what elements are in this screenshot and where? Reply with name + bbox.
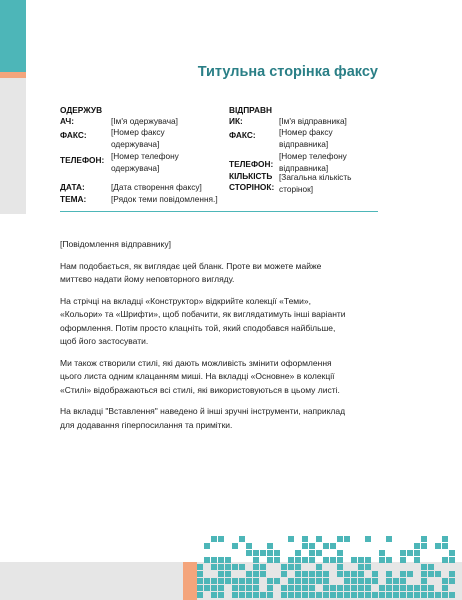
pixel-square <box>316 578 322 584</box>
pixel-square <box>421 578 427 584</box>
pixel-square <box>274 557 280 563</box>
pixel-square <box>239 585 245 591</box>
recipient-date-value[interactable]: [Дата створення факсу] <box>111 182 202 192</box>
pixel-square <box>337 557 343 563</box>
pixel-square <box>267 585 273 591</box>
pixel-square <box>267 557 273 563</box>
pixel-square <box>218 585 224 591</box>
pixel-square <box>232 592 238 598</box>
pixel-square <box>358 571 364 577</box>
recipient-fax-label: ФАКС: <box>60 130 87 140</box>
pixel-square <box>337 585 343 591</box>
pixel-square <box>309 543 315 549</box>
pixel-square <box>302 585 308 591</box>
pixel-square <box>288 592 294 598</box>
pixel-square <box>351 592 357 598</box>
side-orange-stripe <box>0 72 26 78</box>
recipient-name[interactable]: [Ім'я одержувача] <box>111 116 178 126</box>
pixel-square <box>204 557 210 563</box>
pixel-square <box>232 578 238 584</box>
pixel-square <box>316 592 322 598</box>
pixel-square <box>239 578 245 584</box>
pixel-square <box>204 578 210 584</box>
sender-phone-value[interactable]: [Номер телефону відправника] <box>279 151 347 173</box>
pixel-square <box>407 571 413 577</box>
footer-orange-stripe <box>183 562 197 600</box>
pixel-square <box>442 585 448 591</box>
pixel-square <box>239 536 245 542</box>
pixel-square <box>323 578 329 584</box>
pixel-square <box>218 578 224 584</box>
page-title: Титульна сторінка факсу <box>197 64 378 80</box>
pixel-square <box>323 543 329 549</box>
pixel-square <box>400 571 406 577</box>
pixel-square <box>435 592 441 598</box>
pixel-square <box>358 557 364 563</box>
sender-pages-label-2: СТОРІНОК: <box>229 182 275 192</box>
pixel-square <box>246 578 252 584</box>
pixel-square <box>225 571 231 577</box>
pixel-square <box>393 585 399 591</box>
pixel-square <box>386 536 392 542</box>
pixel-square <box>239 592 245 598</box>
pixel-square <box>302 592 308 598</box>
pixel-square <box>260 592 266 598</box>
pixel-square <box>344 578 350 584</box>
pixel-square <box>337 592 343 598</box>
pixel-square <box>400 578 406 584</box>
recipient-subject-value[interactable]: [Рядок теми повідомлення.] <box>111 194 218 204</box>
pixel-square <box>225 578 231 584</box>
pixel-square <box>316 550 322 556</box>
pixel-square <box>253 585 259 591</box>
pixel-square <box>267 592 273 598</box>
pixel-square <box>351 585 357 591</box>
pixel-square <box>344 585 350 591</box>
pixel-square <box>449 571 455 577</box>
pixel-square <box>253 578 259 584</box>
pixel-square <box>211 585 217 591</box>
pixel-square <box>358 585 364 591</box>
pixel-square <box>344 592 350 598</box>
pixel-square <box>449 578 455 584</box>
pixel-square <box>302 536 308 542</box>
pixel-square <box>204 585 210 591</box>
sender-heading-1: ВІДПРАВН <box>229 105 272 115</box>
pixel-square <box>309 550 315 556</box>
pixel-square <box>414 585 420 591</box>
pixel-square <box>337 564 343 570</box>
pixel-square <box>442 536 448 542</box>
pixel-square <box>372 571 378 577</box>
sender-fax-value[interactable]: [Номер факсу відправника] <box>279 127 333 149</box>
pixel-square <box>218 571 224 577</box>
sender-phone-label: ТЕЛЕФОН: <box>229 159 274 169</box>
message-paragraph-3: Ми також створили стилі, які дають можливість змінити оформлення цього листа одним клацанням миші. На вкладці «Основне» в колекції «Стилі» відображаються всі стилі, які використовуються в цьому листі. <box>60 357 340 395</box>
pixel-square <box>449 557 455 563</box>
message-placeholder[interactable]: [Повідомлення відправнику] <box>60 239 171 249</box>
recipient-phone-value[interactable]: [Номер телефону одержувача] <box>111 151 179 173</box>
pixel-square <box>344 536 350 542</box>
pixel-square <box>330 585 336 591</box>
pixel-square <box>267 578 273 584</box>
pixel-square <box>351 571 357 577</box>
pixel-square <box>386 557 392 563</box>
pixel-square <box>358 578 364 584</box>
pixel-square <box>281 592 287 598</box>
pixel-square <box>442 592 448 598</box>
pixel-square <box>428 564 434 570</box>
pixel-square <box>365 536 371 542</box>
pixel-square <box>365 564 371 570</box>
pixel-square <box>407 550 413 556</box>
pixel-square <box>218 564 224 570</box>
pixel-square <box>211 592 217 598</box>
pixel-square <box>295 578 301 584</box>
pixel-square <box>358 564 364 570</box>
recipient-block <box>60 104 220 204</box>
pixel-square <box>386 578 392 584</box>
pixel-square <box>295 571 301 577</box>
pixel-square <box>372 592 378 598</box>
footer-pixel-pattern <box>197 532 462 600</box>
pixel-square <box>274 578 280 584</box>
pixel-square <box>232 585 238 591</box>
pixel-square <box>421 585 427 591</box>
pixel-square <box>358 592 364 598</box>
pixel-square <box>316 564 322 570</box>
pixel-square <box>407 592 413 598</box>
pixel-square <box>365 557 371 563</box>
pixel-square <box>316 571 322 577</box>
pixel-square <box>281 564 287 570</box>
pixel-square <box>295 585 301 591</box>
pixel-square <box>365 578 371 584</box>
pixel-square <box>309 585 315 591</box>
pixel-square <box>309 578 315 584</box>
pixel-square <box>267 550 273 556</box>
pixel-square <box>386 571 392 577</box>
pixel-square <box>428 592 434 598</box>
pixel-square <box>309 592 315 598</box>
pixel-square <box>400 557 406 563</box>
pixel-square <box>288 557 294 563</box>
pixel-square <box>288 578 294 584</box>
pixel-square <box>281 585 287 591</box>
pixel-square <box>295 592 301 598</box>
pixel-square <box>260 550 266 556</box>
header-divider <box>60 211 378 212</box>
pixel-square <box>316 536 322 542</box>
pixel-square <box>295 557 301 563</box>
side-teal-block <box>0 0 26 72</box>
pixel-square <box>246 585 252 591</box>
pixel-square <box>351 557 357 563</box>
pixel-square <box>295 564 301 570</box>
pixel-square <box>218 557 224 563</box>
message-paragraph-4: На вкладці "Вставлення" наведено й інші зручні інструменти, наприклад для додавання гіперпосилання та примітки. <box>60 406 346 430</box>
pixel-square <box>211 564 217 570</box>
pixel-square <box>309 571 315 577</box>
recipient-phone-label: ТЕЛЕФОН: <box>60 155 105 165</box>
pixel-square <box>435 571 441 577</box>
pixel-square <box>302 557 308 563</box>
pixel-square <box>386 585 392 591</box>
pixel-square <box>211 578 217 584</box>
pixel-square <box>309 557 315 563</box>
pixel-square <box>197 564 203 570</box>
pixel-square <box>330 592 336 598</box>
pixel-square <box>295 550 301 556</box>
pixel-square <box>414 557 420 563</box>
sender-fax-label: ФАКС: <box>229 130 256 140</box>
pixel-square <box>421 543 427 549</box>
pixel-square <box>197 592 203 598</box>
sender-pages-label-1: КІЛЬКІСТЬ <box>229 171 273 181</box>
pixel-square <box>428 585 434 591</box>
pixel-square <box>288 585 294 591</box>
sender-heading-2: ИК: <box>229 116 243 126</box>
pixel-square <box>197 578 203 584</box>
pixel-square <box>365 592 371 598</box>
pixel-square <box>393 592 399 598</box>
pixel-square <box>421 592 427 598</box>
pixel-square <box>442 557 448 563</box>
pixel-square <box>260 564 266 570</box>
pixel-square <box>246 543 252 549</box>
pixel-square <box>323 557 329 563</box>
pixel-square <box>393 578 399 584</box>
pixel-square <box>288 564 294 570</box>
pixel-square <box>323 571 329 577</box>
recipient-heading-1: ОДЕРЖУВ <box>60 105 103 115</box>
pixel-square <box>400 550 406 556</box>
message-paragraph-1: Нам подобається, як виглядає цей бланк. Проте ви можете майже миттєво надати йому неповторного вигляду. <box>60 260 322 284</box>
pixel-square <box>225 557 231 563</box>
pixel-square <box>379 550 385 556</box>
pixel-square <box>253 571 259 577</box>
sender-block <box>229 104 379 204</box>
recipient-subject-label: ТЕМА: <box>60 194 87 204</box>
pixel-square <box>197 585 203 591</box>
pixel-square <box>400 585 406 591</box>
pixel-square <box>232 564 238 570</box>
pixel-square <box>337 550 343 556</box>
message-paragraph-2: На стрічці на вкладці «Конструктор» відкрийте колекції «Теми», «Кольори» та «Шрифти», щоб побачити, як виглядатимуть інші варіанти оформлення. Потім просто клацніть той, який сподобався найбільше, щоб його застосувати. <box>60 295 346 346</box>
pixel-square <box>365 585 371 591</box>
pixel-square <box>232 543 238 549</box>
pixel-square <box>414 592 420 598</box>
pixel-square <box>414 550 420 556</box>
pixel-square <box>260 571 266 577</box>
pixel-square <box>302 578 308 584</box>
pixel-square <box>253 550 259 556</box>
pixel-square <box>442 578 448 584</box>
pixel-square <box>379 557 385 563</box>
pixel-square <box>379 592 385 598</box>
pixel-square <box>267 543 273 549</box>
pixel-square <box>281 571 287 577</box>
sender-pages-value[interactable]: [Загальна кількість сторінок] <box>279 172 352 194</box>
pixel-square <box>218 592 224 598</box>
recipient-date-label: ДАТА: <box>60 182 85 192</box>
pixel-square <box>211 557 217 563</box>
pixel-square <box>253 564 259 570</box>
message-body <box>60 238 350 440</box>
pixel-square <box>288 536 294 542</box>
pixel-square <box>400 592 406 598</box>
pixel-square <box>218 536 224 542</box>
pixel-square <box>323 585 329 591</box>
pixel-square <box>372 578 378 584</box>
pixel-square <box>442 543 448 549</box>
pixel-square <box>253 557 259 563</box>
pixel-square <box>344 571 350 577</box>
pixel-square <box>211 536 217 542</box>
pixel-square <box>225 564 231 570</box>
pixel-square <box>428 571 434 577</box>
pixel-square <box>449 592 455 598</box>
recipient-fax-value[interactable]: [Номер факсу одержувача] <box>111 127 165 149</box>
pixel-square <box>407 585 413 591</box>
pixel-square <box>302 543 308 549</box>
pixel-square <box>386 592 392 598</box>
pixel-square <box>330 557 336 563</box>
pixel-square <box>435 543 441 549</box>
pixel-square <box>414 543 420 549</box>
pixel-square <box>330 543 336 549</box>
pixel-square <box>239 564 245 570</box>
pixel-square <box>449 550 455 556</box>
pixel-square <box>302 571 308 577</box>
pixel-square <box>421 536 427 542</box>
pixel-square <box>351 578 357 584</box>
recipient-heading-2: АЧ: <box>60 116 74 126</box>
pixel-square <box>274 550 280 556</box>
pixel-square <box>337 536 343 542</box>
pixel-square <box>323 592 329 598</box>
pixel-square <box>421 571 427 577</box>
sender-name[interactable]: [Ім'я відправника] <box>279 116 347 126</box>
pixel-square <box>379 585 385 591</box>
pixel-square <box>253 592 259 598</box>
pixel-square <box>246 550 252 556</box>
pixel-square <box>197 571 203 577</box>
pixel-square <box>204 543 210 549</box>
pixel-square <box>246 571 252 577</box>
pixel-square <box>421 564 427 570</box>
pixel-square <box>246 592 252 598</box>
pixel-square <box>337 571 343 577</box>
